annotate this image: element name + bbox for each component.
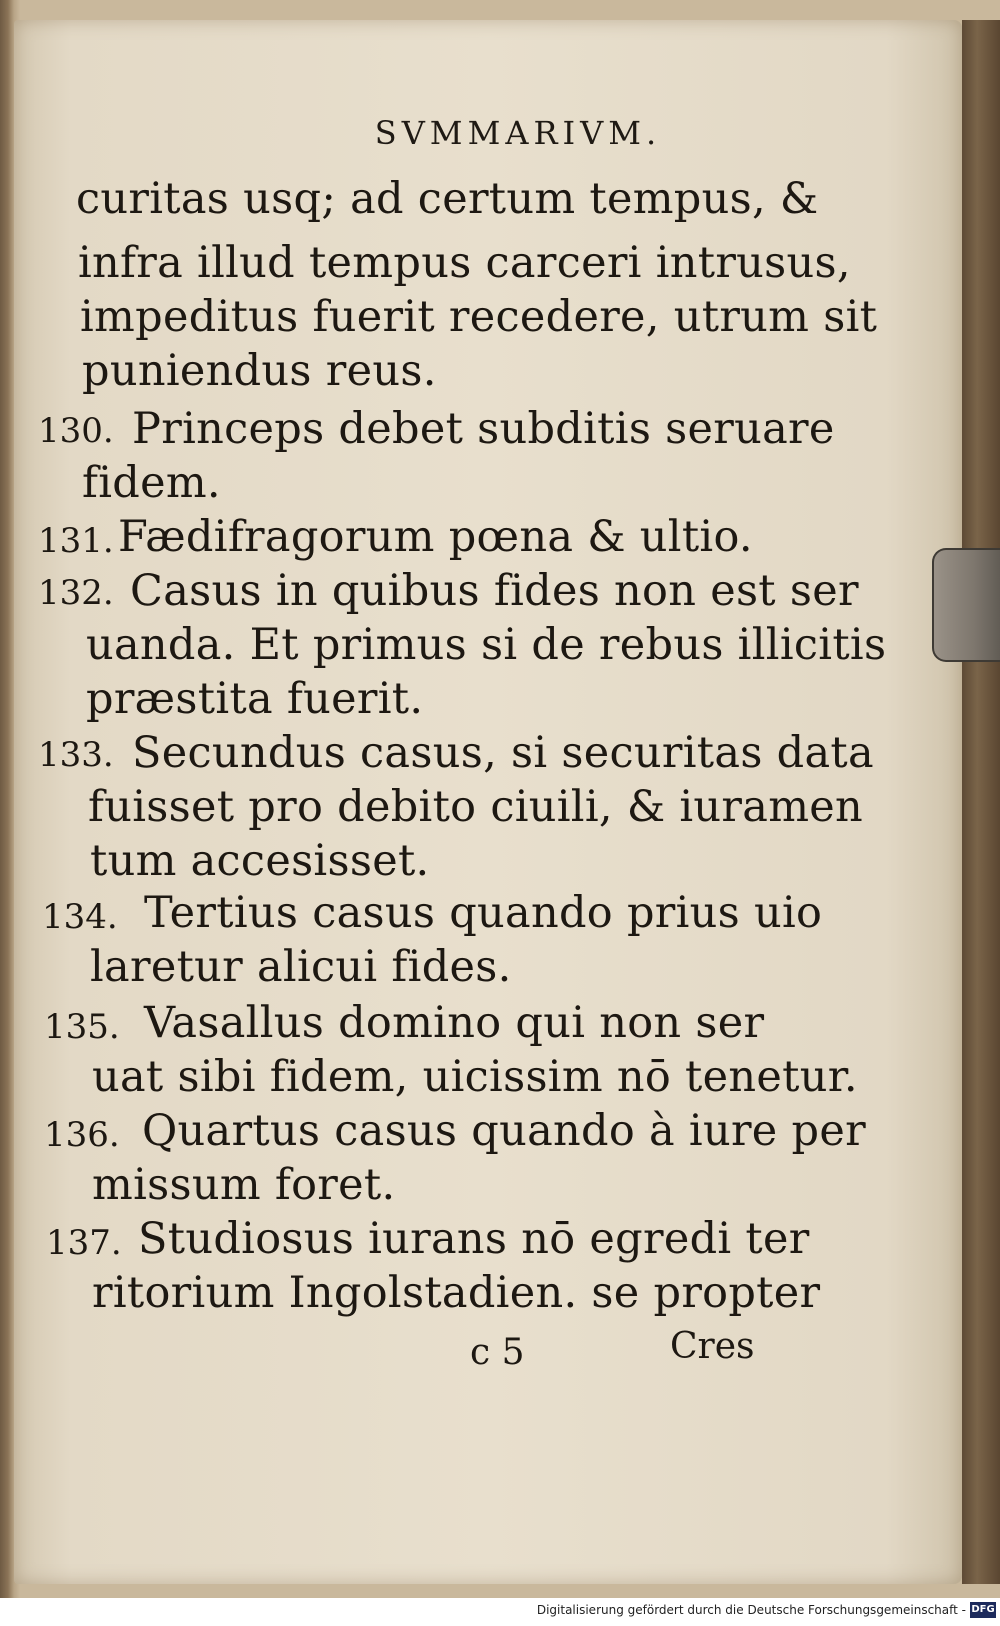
entry-number: 137. [46,1223,122,1263]
entry-number: 134. [42,897,118,937]
text-line: Fædifragorum pœna & ultio. [118,512,753,562]
text-line: infra illud tempus carceri intrusus, [78,238,851,288]
clasp-tab [932,548,1000,662]
book-edge [962,20,1000,1584]
text-line: Secundus casus, si securitas data [132,728,874,778]
text-line: Quartus casus quando à iure per [142,1106,866,1156]
text-line: Princeps debet subditis seruare [132,404,835,454]
text-line: fuisset pro debito ciuili, & iuramen [88,782,864,832]
footer-credit: Digitalisierung gefördert durch die Deutsche Forschungsgemeinschaft - [536,1603,966,1617]
text-line: Casus in quibus fides non est ser [130,566,859,616]
entry-number: 131. [38,521,114,561]
text-line: uat sibi fidem, uicissim nō tenetur. [92,1052,858,1102]
book-page [14,20,962,1584]
footer-bar [0,1598,1000,1626]
dfg-logo-icon: DFG [970,1602,996,1618]
text-line: curitas usq; ad certum tempus, & [76,174,819,224]
entry-number: 132. [38,573,114,613]
text-line: missum foret. [92,1160,396,1210]
text-line: laretur alicui fides. [90,942,512,992]
text-line: fidem. [82,458,221,508]
text-line: præstita fuerit. [86,674,424,724]
entry-number: 130. [38,411,114,451]
text-line: Tertius casus quando prius uio [144,888,823,938]
running-title: SVMMARIVM. [374,114,662,152]
text-line: Studiosus iurans nō egredi ter [138,1214,810,1264]
catchword: Cres [670,1326,755,1367]
entry-number: 133. [38,735,114,775]
signature-mark: c 5 [470,1332,525,1373]
entry-number: 136. [44,1115,120,1155]
entry-number: 135. [44,1007,120,1047]
text-line: puniendus reus. [82,346,437,396]
text-line: tum accesisset. [90,836,430,886]
text-line: ritorium Ingolstadien. se propter [92,1268,821,1318]
text-line: uanda. Et primus si de rebus illicitis [86,620,887,670]
text-line: Vasallus domino qui non ser [144,998,765,1048]
text-line: impeditus fuerit recedere, utrum sit [80,292,878,342]
